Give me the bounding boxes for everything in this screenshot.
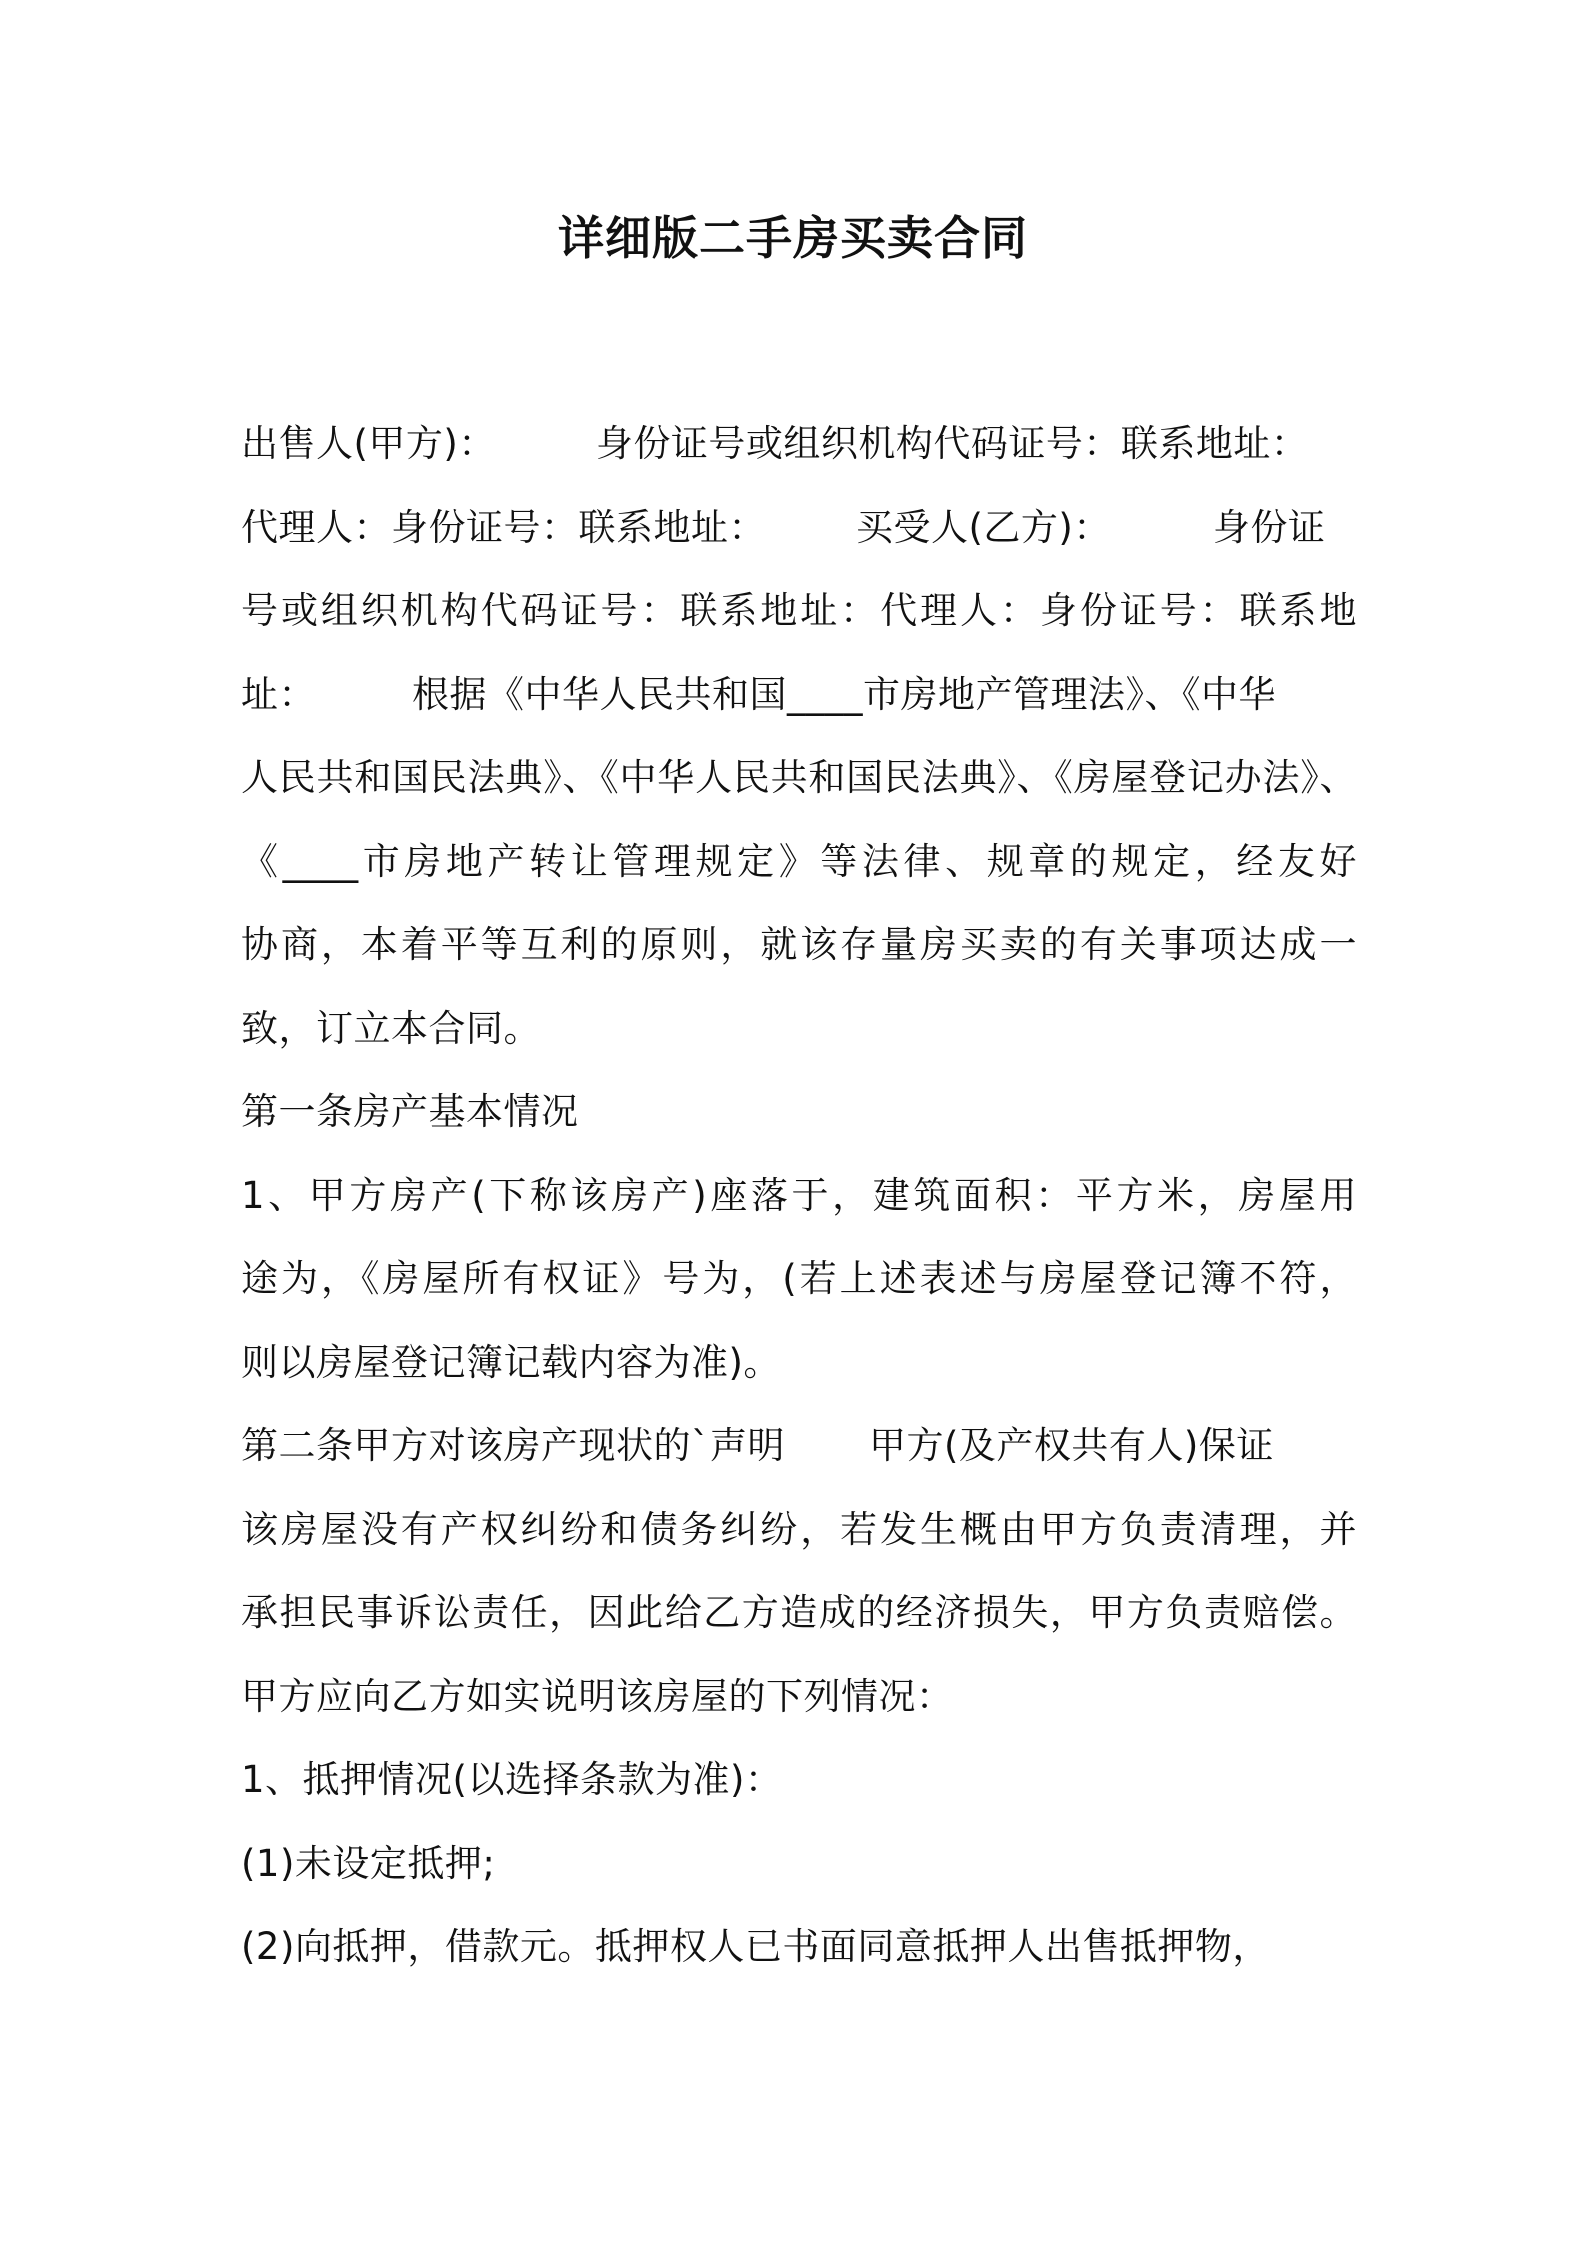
paragraph-line: 甲方应向乙方如实说明该房屋的下列情况： <box>241 1674 954 1718</box>
list-item: (2)向抵押，借款元。抵押权人已书面同意抵押人出售抵押物， <box>241 1925 1270 1968</box>
text-segment: 址： <box>241 672 316 716</box>
list-item: 1、抵押情况(以选择条款为准)： <box>241 1758 783 1801</box>
list-item: (1)未设定抵押; <box>241 1841 496 1885</box>
paragraph-line: 途为，《房屋所有权证》号为，(若上述表述与房屋登记簿不符， <box>241 1257 1357 1300</box>
paragraph-line: 协商，本着平等互利的原则，就该存量房买卖的有关事项达成一 <box>241 923 1357 966</box>
paragraph-line: 该房屋没有产权纠纷和债务纠纷，若发生概由甲方负责清理，并 <box>241 1507 1357 1551</box>
paragraph-line <box>241 486 1357 570</box>
paragraph-line <box>241 402 1357 486</box>
document-body <box>241 402 1357 1989</box>
paragraph-line: 人民共和国民法典》、《中华人民共和国民法典》、《房屋登记办法》、 <box>241 756 1357 799</box>
text-segment: 根据《中华人民共和国____市房地产管理法》、《中华 <box>412 672 1276 716</box>
paragraph-line: 致，订立本合同。 <box>241 1006 541 1050</box>
paragraph-line: 号或组织机构代码证号：联系地址：代理人：身份证号：联系地 <box>241 589 1357 632</box>
paragraph-line: 承担民事诉讼责任，因此给乙方造成的经济损失，甲方负责赔偿。 <box>241 1591 1357 1634</box>
paragraph-line: 则以房屋登记簿记载内容为准)。 <box>241 1340 781 1384</box>
section-heading: 第二条甲方对该房产现状的`声明 <box>241 1424 785 1467</box>
text-segment: 甲方(及产权共有人)保证 <box>869 1424 1274 1467</box>
text-segment: 身份证号或组织机构代码证号：联系地址： <box>595 422 1309 465</box>
document-title: 详细版二手房买卖合同 <box>558 211 1028 265</box>
paragraph-line <box>241 1404 1357 1488</box>
text-segment: 代理人：身份证号：联系地址： <box>241 505 766 549</box>
buyer-label: 买受人(乙方)： <box>856 505 1111 549</box>
seller-label: 出售人(甲方)： <box>241 422 496 465</box>
paragraph-line: 《____市房地产转让管理规定》等法律、规章的规定，经友好 <box>241 839 1357 883</box>
paragraph-line: 1、甲方房产(下称该房产)座落于，建筑面积：平方米，房屋用 <box>241 1173 1357 1217</box>
paragraph-line <box>241 653 1357 737</box>
section-heading: 第一条房产基本情况 <box>241 1090 579 1133</box>
text-segment: 身份证 <box>1212 505 1326 549</box>
